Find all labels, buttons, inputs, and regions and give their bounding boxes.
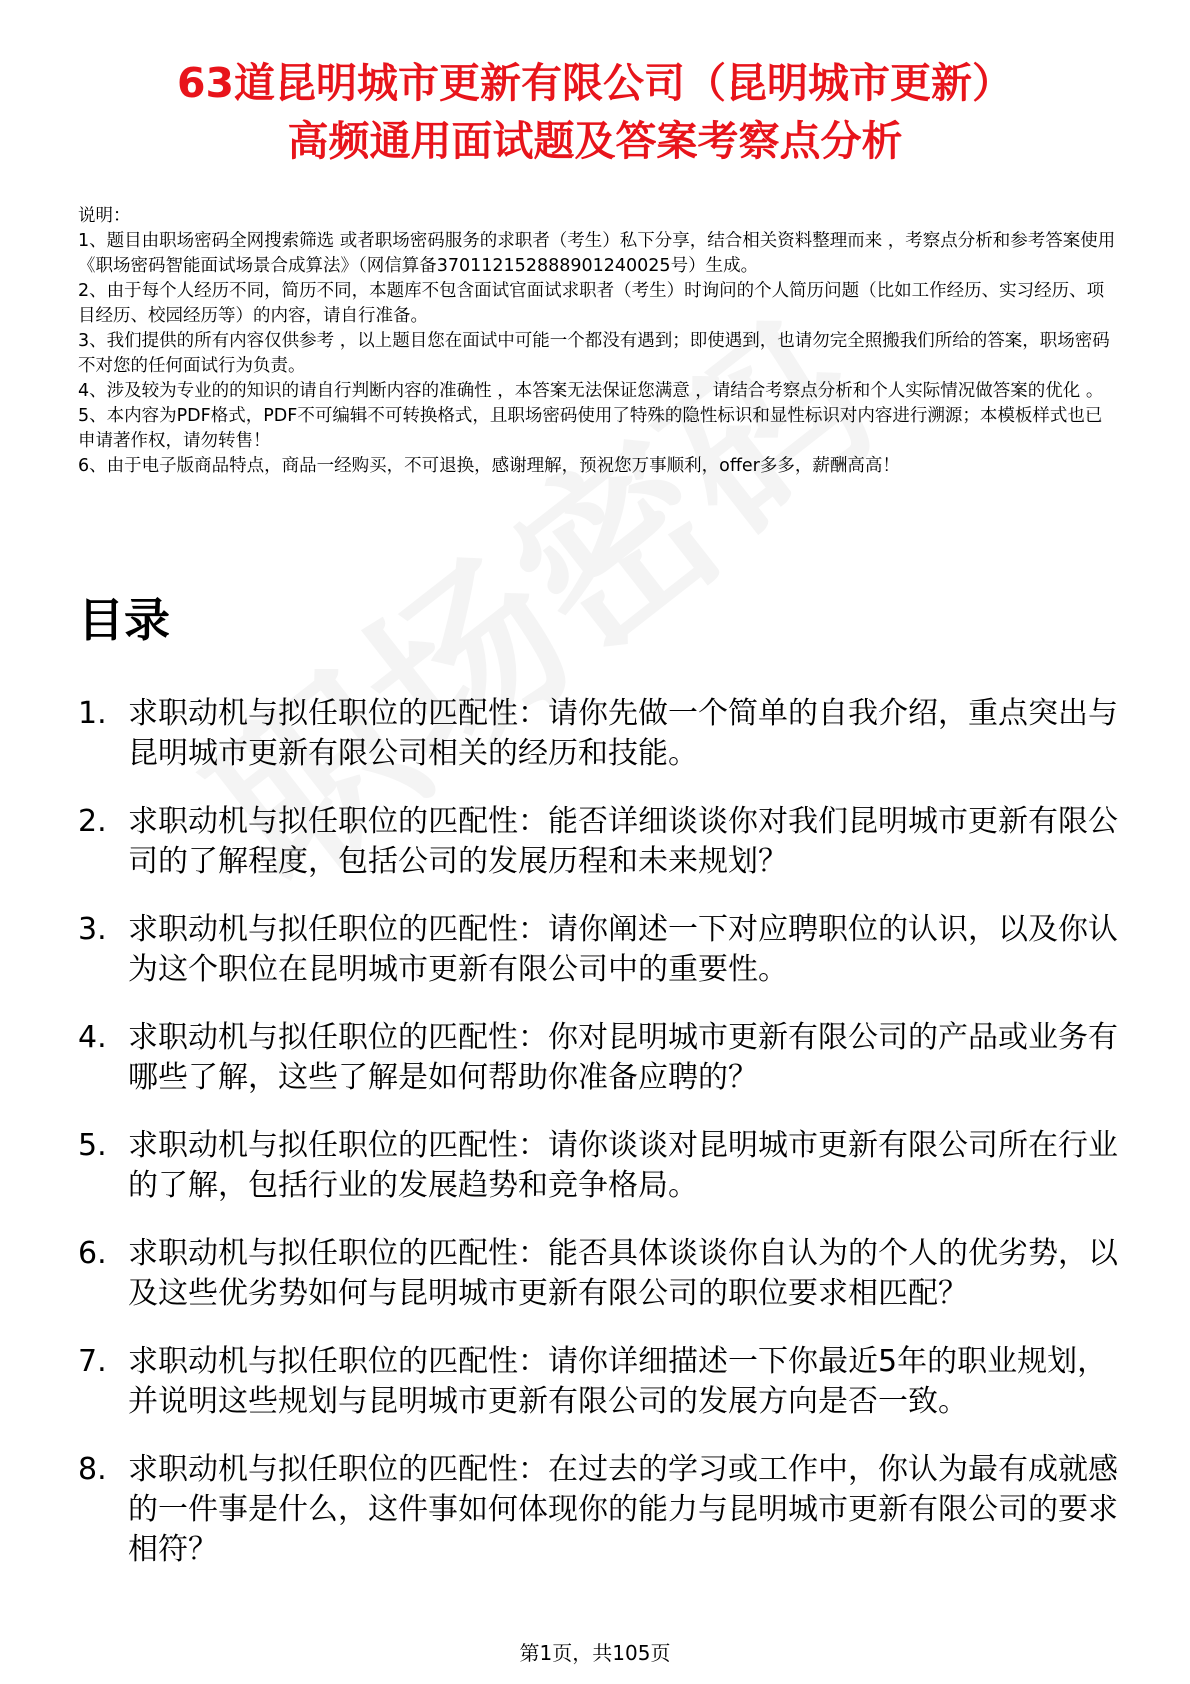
toc-item[interactable] xyxy=(78,1018,1118,1098)
toc-item-text: 求职动机与拟任职位的匹配性：请你谈谈对昆明城市更新有限公司所在行业的了解，包括行业的发展趋势和竞争格局。 xyxy=(128,1128,1118,1203)
toc-item-text: 求职动机与拟任职位的匹配性：能否具体谈谈你自认为的个人的优劣势，以及这些优劣势如何与昆明城市更新有限公司的职位要求相匹配？ xyxy=(128,1236,1118,1311)
note-item: 2、由于每个人经历不同，简历不同，本题库不包含面试官面试求职者（考生）时询问的个人简历问题（比如工作经历、实习经历、项目经历、校园经历等）的内容，请自行准备。 xyxy=(78,281,1105,326)
toc-item-number: 6. xyxy=(78,1236,107,1271)
document-title xyxy=(60,54,1130,170)
toc-item-number: 8. xyxy=(78,1452,107,1487)
toc-item[interactable] xyxy=(78,802,1118,882)
toc-item[interactable] xyxy=(78,1342,1118,1422)
note-item: 1、题目由职场密码全网搜索筛选 或者职场密码服务的求职者（考生）私下分享，结合相关资料整理而来 ，考察点分析和参考答案使用《职场密码智能面试场景合成算法》（网信算备370112152888901240025号）生成。 xyxy=(78,231,1116,276)
note-item: 3、我们提供的所有内容仅供参考 ，以上题目您在面试中可能一个都没有遇到；即使遇到，也请勿完全照搬我们所给的答案，职场密码不对您的任何面试行为负责。 xyxy=(78,331,1110,376)
note-item: 6、由于电子版商品特点，商品一经购买，不可退换，感谢理解，预祝您万事顺利，offer多多，薪酬高高！ xyxy=(78,456,900,476)
toc-item-number: 3. xyxy=(78,912,107,947)
toc-item-number: 4. xyxy=(78,1020,107,1055)
note-item: 4、涉及较为专业的的知识的请自行判断内容的准确性 ，本答案无法保证您满意 ，请结合考察点分析和个人实际情况做答案的优化 。 xyxy=(78,381,1104,401)
toc-item[interactable] xyxy=(78,1450,1118,1570)
toc-item-text: 求职动机与拟任职位的匹配性：请你先做一个简单的自我介绍，重点突出与昆明城市更新有限公司相关的经历和技能。 xyxy=(128,696,1118,771)
toc-item-text: 求职动机与拟任职位的匹配性：你对昆明城市更新有限公司的产品或业务有哪些了解，这些了解是如何帮助你准备应聘的？ xyxy=(128,1020,1118,1095)
toc-item-text: 求职动机与拟任职位的匹配性：请你详细描述一下你最近5年的职业规划，并说明这些规划与昆明城市更新有限公司的发展方向是否一致。 xyxy=(128,1344,1108,1419)
notes-section xyxy=(78,204,1118,479)
toc-item-number: 7. xyxy=(78,1344,107,1379)
toc-item-number: 2. xyxy=(78,804,107,839)
toc-list xyxy=(78,694,1118,1598)
title-line-2: 高频通用面试题及答案考察点分析 xyxy=(287,117,903,165)
toc-item-number: 5. xyxy=(78,1128,107,1163)
notes-heading: 说明： xyxy=(78,206,131,226)
note-item: 5、本内容为PDF格式，PDF不可编辑不可转换格式，且职场密码使用了特殊的隐性标识和显性标识对内容进行溯源；本模板样式也已申请著作权，请勿转售！ xyxy=(78,406,1103,451)
page-footer: 第1页，共105页 xyxy=(519,1641,671,1665)
toc-item[interactable] xyxy=(78,694,1118,774)
toc-item[interactable] xyxy=(78,1234,1118,1314)
toc-item-number: 1. xyxy=(78,696,107,731)
toc-item-text: 求职动机与拟任职位的匹配性：在过去的学习或工作中，你认为最有成就感的一件事是什么，这件事如何体现你的能力与昆明城市更新有限公司的要求相符？ xyxy=(128,1452,1118,1567)
toc-item[interactable] xyxy=(78,1126,1118,1206)
toc-item-text: 求职动机与拟任职位的匹配性：能否详细谈谈你对我们昆明城市更新有限公司的了解程度，包括公司的发展历程和未来规划？ xyxy=(128,804,1118,879)
toc-heading: 目录 xyxy=(78,593,170,647)
toc-item[interactable] xyxy=(78,910,1118,990)
title-line-1: 63道昆明城市更新有限公司（昆明城市更新） xyxy=(176,59,1014,107)
toc-item-text: 求职动机与拟任职位的匹配性：请你阐述一下对应聘职位的认识，以及你认为这个职位在昆明城市更新有限公司中的重要性。 xyxy=(128,912,1118,987)
